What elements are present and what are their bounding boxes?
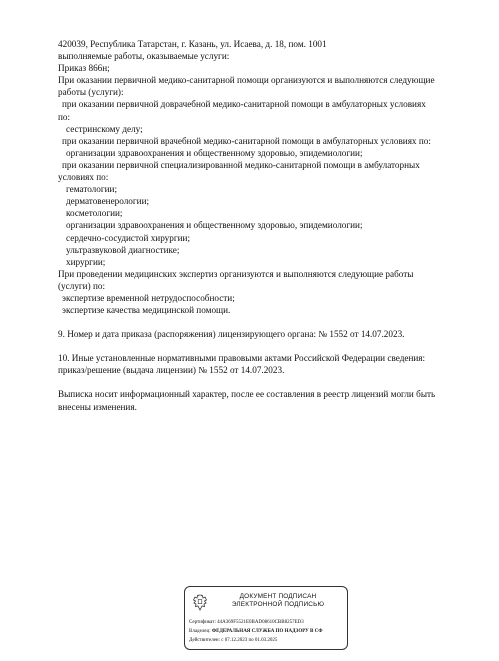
stamp-title: ДОКУМЕНТ ПОДПИСАН ЭЛЕКТРОННОЙ ПОДПИСЬЮ: [231, 593, 325, 608]
coat-of-arms-icon: [191, 593, 209, 613]
text-line: внесены изменения.: [58, 401, 137, 412]
paragraph-gap: [58, 316, 470, 328]
text-line: экспертизе качества медицинской помощи.: [62, 305, 231, 316]
text-line: хирургии;: [66, 256, 106, 267]
text-line: 9. Номер и дата приказа (распоряжения) лицензирующего органа: № 1552 от 14.07.2023.: [58, 329, 405, 340]
text-line: 420039, Республика Татарстан, г. Казань, ул. Исаева, д. 18, пом. 1001: [58, 39, 327, 49]
document-body: [58, 38, 470, 413]
electronic-signature-stamp: [184, 586, 348, 650]
text-line: (услуги) по:: [58, 280, 106, 291]
text-line: При проведении медицинских экспертиз организуются и выполняются следующие работы: [58, 268, 414, 279]
text-line: при оказании первичной специализированной медико-санитарной помощи в амбулаторных: [62, 159, 420, 170]
text-line: 10. Иные установленные нормативными правовыми актами Российской Федерации сведения:: [58, 353, 426, 364]
stamp-validity: Действителен: с 07.12.2023 по 01.03.2025: [189, 638, 278, 643]
paragraph-gap: [58, 376, 470, 388]
text-line: сердечно-сосудистой хирургии;: [66, 232, 191, 243]
text-line: работы (услуги):: [58, 87, 124, 98]
text-line: косметологии;: [66, 208, 123, 219]
text-line: Выписка носит информационный характер, после ее составления в реестр лицензий могли быть: [58, 389, 436, 400]
text-line: приказ/решение (выдача лицензии) № 1552 от 14.07.2023.: [58, 365, 285, 376]
text-line: дерматовенерологии;: [66, 196, 150, 207]
text-line: по:: [58, 111, 71, 122]
text-line: ультразвуковой диагностике;: [66, 244, 180, 255]
text-line: условиях по:: [58, 172, 109, 183]
stamp-certificate: Сертификат: 44A369F5521E0BAD08610CBB8257ED3: [189, 620, 304, 625]
text-line: организации здравоохранения и общественному здоровью, эпидемиологии;: [66, 220, 363, 231]
text-line: организации здравоохранения и общественному здоровью, эпидемиологии;: [66, 147, 363, 158]
text-line: При оказании первичной медико-санитарной помощи организуются и выполняются следующие: [58, 75, 435, 86]
paragraph-gap: [58, 340, 470, 352]
text-line: при оказании первичной врачебной медико-санитарной помощи в амбулаторных условиях по:: [62, 135, 431, 146]
stamp-owner: Владелец: ФЕДЕРАЛЬНАЯ СЛУЖБА ПО НАДЗОРУ В СФ: [189, 629, 323, 634]
text-line: гематологии;: [66, 184, 118, 195]
text-line: Приказ 866н;: [58, 63, 110, 74]
text-line: сестринскому делу;: [66, 123, 143, 134]
text-line: выполняемые работы, оказываемые услуги:: [58, 51, 230, 62]
text-line: при оказании первичной доврачебной медико-санитарной помощи в амбулаторных условиях: [62, 99, 426, 110]
text-line: экспертизе временной нетрудоспособности;: [62, 292, 235, 303]
